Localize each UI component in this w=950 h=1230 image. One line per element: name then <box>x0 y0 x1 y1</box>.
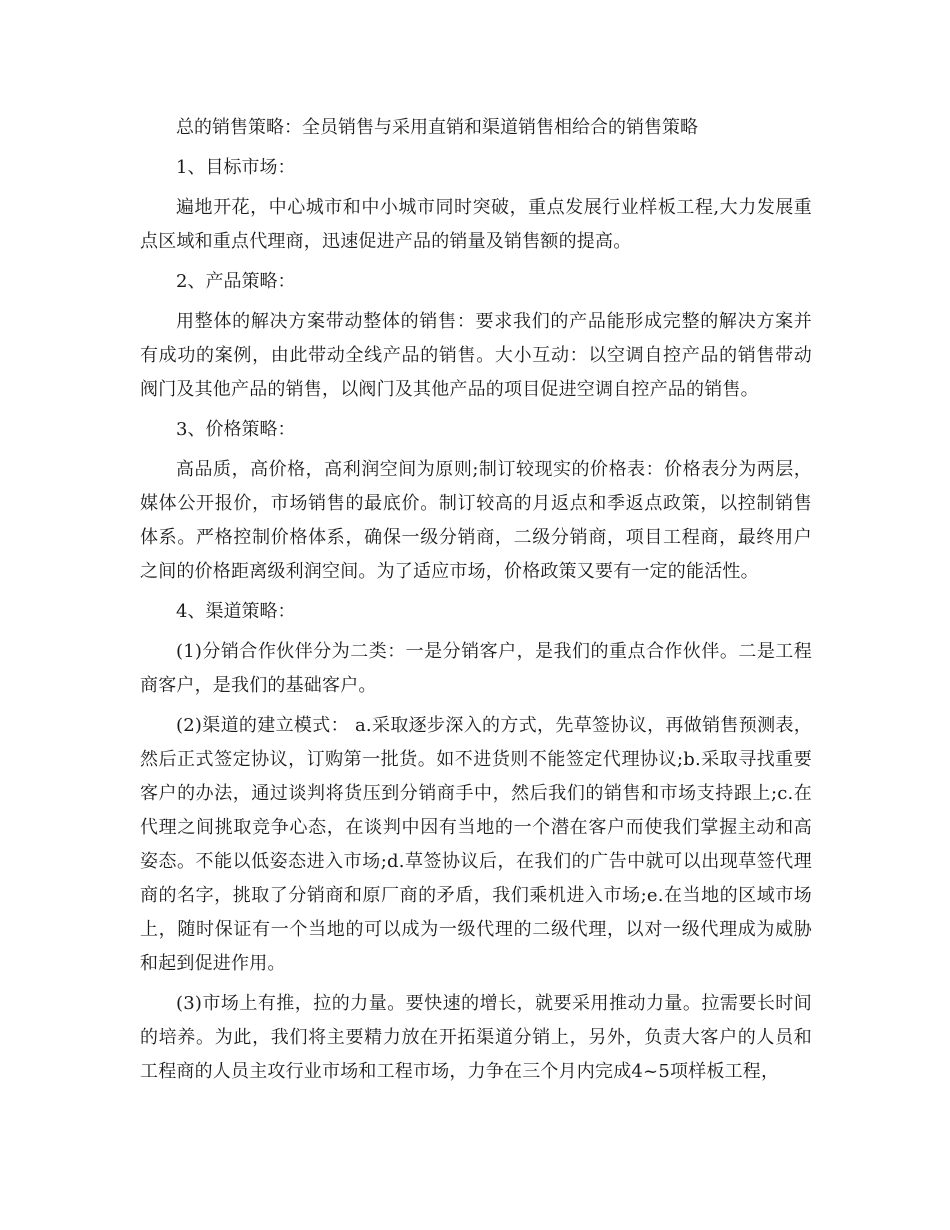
document-page <box>140 111 812 1095</box>
section-heading-price-strategy: 3、价格策略： <box>176 419 296 440</box>
section-body-target-market: 遍地开花，中心城市和中小城市同时突破，重点发展行业样板工程,大力发展重点区域和重点代理商，迅速促进产品的销量及销售额的提高。 <box>140 197 812 252</box>
channel-paragraph-3: (3)市场上有推，拉的力量。要快速的增长，就要采用推动力量。拉需要长时间的培养。为此，我们将主要精力放在开拓渠道分销上，另外，负责大客户的人员和工程商的人员主攻行业市场和工程市场，力争在三个月内完成4~5项样板工程， <box>140 993 812 1082</box>
section-heading-target-market: 1、目标市场： <box>176 157 296 178</box>
channel-paragraph-2: (2)渠道的建立模式： a.采取逐步深入的方式，先草签协议，再做销售预测表，然后正式签定协议，订购第一批货。如不进货则不能签定代理协议;b.采取寻找重要客户的办法，通过谈判将货压到分销商手中，然后我们的销售和市场支持跟上;c.在代理之间挑取竞争心态，在谈判中因有当地的一个潜在客户而使我们掌握主动和高姿态。不能以低姿态进入市场;d.草签协议后，在我们的广告中就可以出现草签代理商的名字，挑取了分销商和原厂商的矛盾，我们乘机进入市场;e.在当地的区域市场上，随时保证有一个当地的可以成为一级代理的二级代理，以对一级代理成为威胁和起到促进作用。 <box>140 715 812 974</box>
section-body-product-strategy: 用整体的解决方案带动整体的销售：要求我们的产品能形成完整的解决方案并有成功的案例，由此带动全线产品的销售。大小互动：以空调自控产品的销售带动阀门及其他产品的销售，以阀门及其他产品的项目促进空调自控产品的销售。 <box>140 311 812 400</box>
section-body-price-strategy: 高品质，高价格，高利润空间为原则;制订较现实的价格表：价格表分为两层，媒体公开报价，市场销售的最底价。制订较高的月返点和季返点政策，以控制销售体系。严格控制价格体系，确保一级分销商，二级分销商，项目工程商，最终用户之间的价格距离级利润空间。为了适应市场，价格政策又要有一定的能活性。 <box>140 459 812 582</box>
section-heading-channel-strategy: 4、渠道策略： <box>176 601 296 622</box>
channel-paragraph-1: (1)分销合作伙伴分为二类：一是分销客户，是我们的重点合作伙伴。二是工程商客户，是我们的基础客户。 <box>140 641 812 696</box>
document-title: 总的销售策略：全员销售与采用直销和渠道销售相给合的销售策略 <box>176 117 698 138</box>
section-heading-product-strategy: 2、产品策略： <box>176 271 296 292</box>
